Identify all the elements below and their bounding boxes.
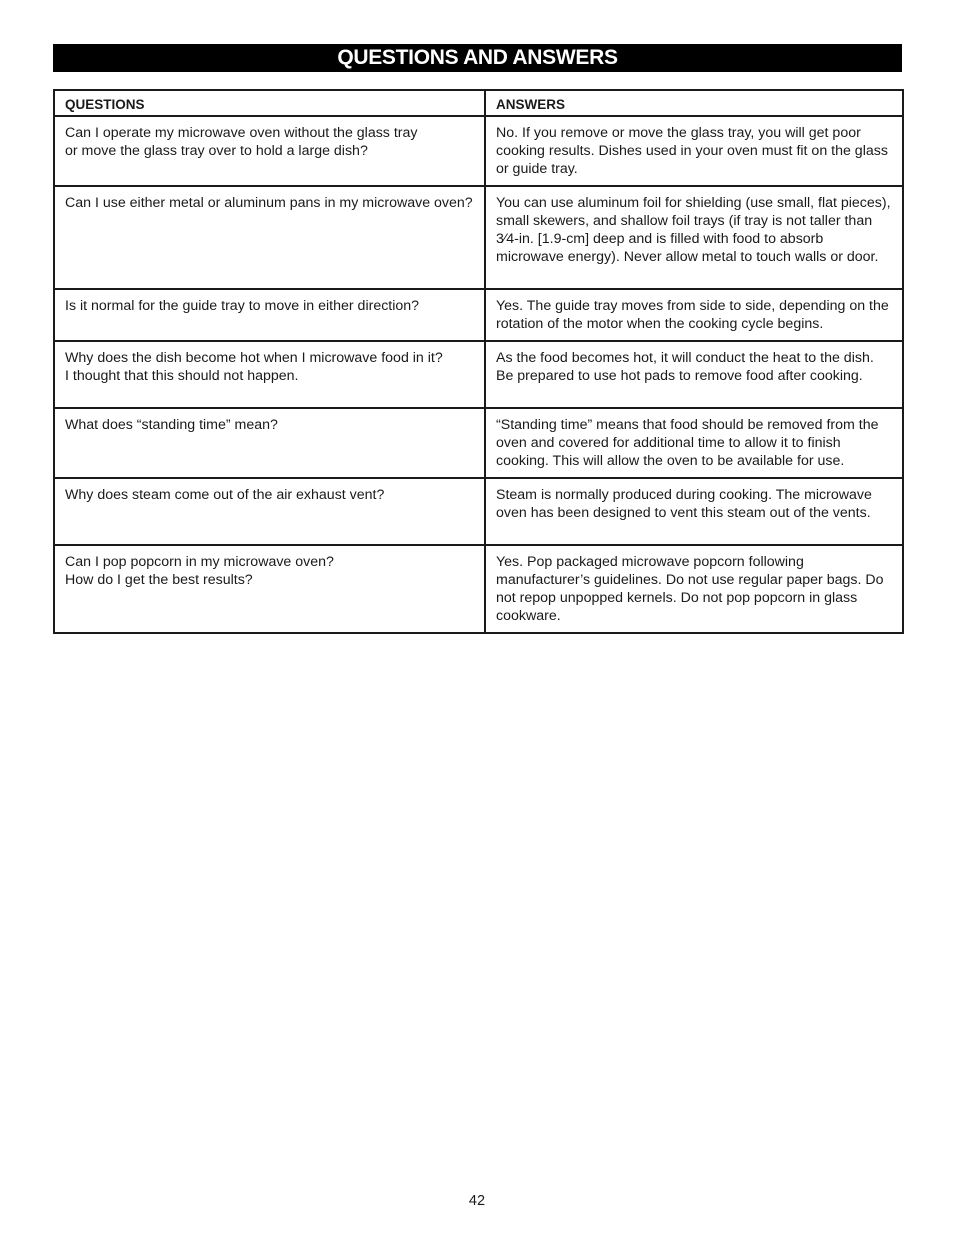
qa-row: [54, 478, 903, 545]
qa-row: [54, 545, 903, 633]
answer-cell: Steam is normally produced during cooking. The microwave oven has been designed to vent this steam out of the vents.: [485, 478, 903, 545]
qa-row: [54, 289, 903, 341]
qa-row: [54, 341, 903, 408]
section-title: QUESTIONS AND ANSWERS: [337, 46, 618, 69]
answers-header: ANSWERS: [485, 90, 903, 116]
answer-cell: “Standing time” means that food should be removed from the oven and covered for additional time to allow it to finish cooking. This will allow the oven to be available for use.: [485, 408, 903, 478]
question-cell: Can I pop popcorn in my microwave oven? How do I get the best results?: [54, 545, 485, 633]
question-cell: What does “standing time” mean?: [54, 408, 485, 478]
answer-cell: No. If you remove or move the glass tray, you will get poor cooking results. Dishes used in your oven must fit on the glass or guide tray.: [485, 116, 903, 186]
page-number: 42: [468, 1193, 486, 1209]
qa-header-row: [54, 90, 903, 116]
answer-cell: Yes. Pop packaged microwave popcorn following manufacturer’s guidelines. Do not use regular paper bags. Do not repop unpopped kernels. Do not pop popcorn in glass cookware.: [485, 545, 903, 633]
questions-header: QUESTIONS: [54, 90, 485, 116]
qa-row: [54, 408, 903, 478]
qa-row: [54, 116, 903, 186]
qa-row: [54, 186, 903, 289]
question-cell: Can I use either metal or aluminum pans in my microwave oven?: [54, 186, 485, 289]
question-cell: Can I operate my microwave oven without the glass tray or move the glass tray over to hold a large dish?: [54, 116, 485, 186]
question-cell: Why does steam come out of the air exhaust vent?: [54, 478, 485, 545]
answer-cell: As the food becomes hot, it will conduct the heat to the dish. Be prepared to use hot pads to remove food after cooking.: [485, 341, 903, 408]
qa-table: [53, 89, 904, 634]
question-cell: Is it normal for the guide tray to move in either direction?: [54, 289, 485, 341]
answer-cell: Yes. The guide tray moves from side to side, depending on the rotation of the motor when the cooking cycle begins.: [485, 289, 903, 341]
question-cell: Why does the dish become hot when I microwave food in it? I thought that this should not happen.: [54, 341, 485, 408]
section-title-bar: [53, 44, 902, 72]
answer-cell: You can use aluminum foil for shielding (use small, flat pieces), small skewers, and shallow foil trays (if tray is not taller than 3⁄4-in. [1.9-cm] deep and is filled with food to absorb microwave energy). Never allow metal to touch walls or door.: [485, 186, 903, 289]
